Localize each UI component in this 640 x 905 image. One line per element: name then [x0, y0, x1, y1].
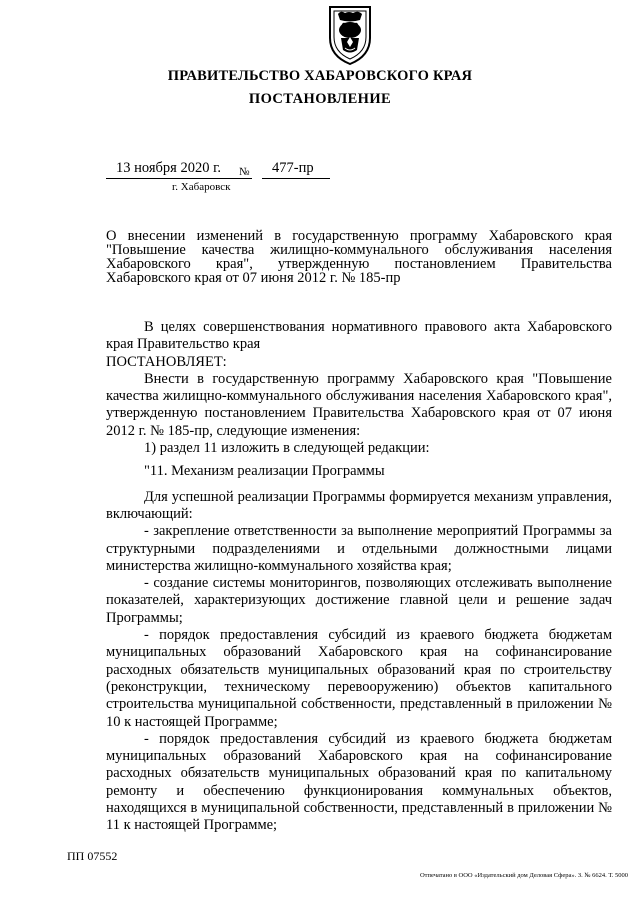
resolves-heading: ПОСТАНОВЛЯЕТ: — [106, 353, 227, 370]
document-subject: О внесении изменений в государственную программу Хабаровского края "Повышение качества жилищно-коммунального обслуживания населения Хабаровского края", утвержденную постановлением Правительства Хабаровского края от 07 июня 2012 г. № 185-пр — [106, 228, 612, 286]
document-body — [106, 319, 612, 835]
date-underline — [106, 178, 252, 179]
mechanism-paragraph: Для успешной реализации Программы формируется механизм управления, включающий: — [106, 488, 612, 522]
section-title: "11. Механизм реализации Программы — [144, 463, 385, 480]
coat-of-arms-icon — [327, 4, 373, 66]
item-1: 1) раздел 11 изложить в следующей редакции: — [144, 440, 430, 457]
preamble: В целях совершенствования нормативного правового акта Хабаровского края Правительство края — [106, 319, 612, 353]
document-number: 477-пр — [272, 160, 314, 176]
number-underline — [262, 178, 330, 179]
list-item: - порядок предоставления субсидий из краевого бюджета бюджетам муниципальных образований Хабаровского края на софинансирование расходных обязательств муниципальных образований края по капитальному ремонту и обеспечению функционирования коммунальных объектов, находящихся в муниципальной собственности, представленный в приложении № 11 к настоящей Программе; — [106, 730, 612, 834]
intro-paragraph: Внести в государственную программу Хабаровского края "Повышение качества жилищно-коммунального обслуживания населения Хабаровского края", утвержденную постановлением Правительства Хабаровского края от 07 июня 2012 г. № 185-пр, следующие изменения: — [106, 370, 612, 439]
list-item: - порядок предоставления субсидий из краевого бюджета бюджетам муниципальных образований Хабаровского края на софинансирование расходных обязательств муниципальных образований края по строительству (реконструкции, техническому перевооружению) объектов капитального строительства муниципальной собственности, представленный в приложении № 10 к настоящей Программе; — [106, 627, 612, 730]
number-sign: № — [239, 166, 250, 178]
document-code: ПП 07552 — [67, 849, 118, 863]
government-title: ПРАВИТЕЛЬСТВО ХАБАРОВСКОГО КРАЯ — [167, 68, 473, 84]
list-item: - закрепление ответственности за выполнение мероприятий Программы за структурными подразделениями и отдельными должностными лицами министерства жилищно-коммунального хозяйства края; — [106, 523, 612, 574]
document-type: ПОСТАНОВЛЕНИЕ — [248, 91, 392, 107]
list-item: - создание системы мониторингов, позволяющих отслеживать выполнение показателей, характеризующих достижение главной цели и решение задач Программы; — [106, 575, 612, 626]
city: г. Хабаровск — [172, 181, 231, 193]
print-note: Отпечатано в ООО «Издательский дом Деловая Сфера». З. № 6624. Т. 5000 — [419, 872, 628, 879]
document-date: 13 ноября 2020 г. — [116, 160, 222, 176]
